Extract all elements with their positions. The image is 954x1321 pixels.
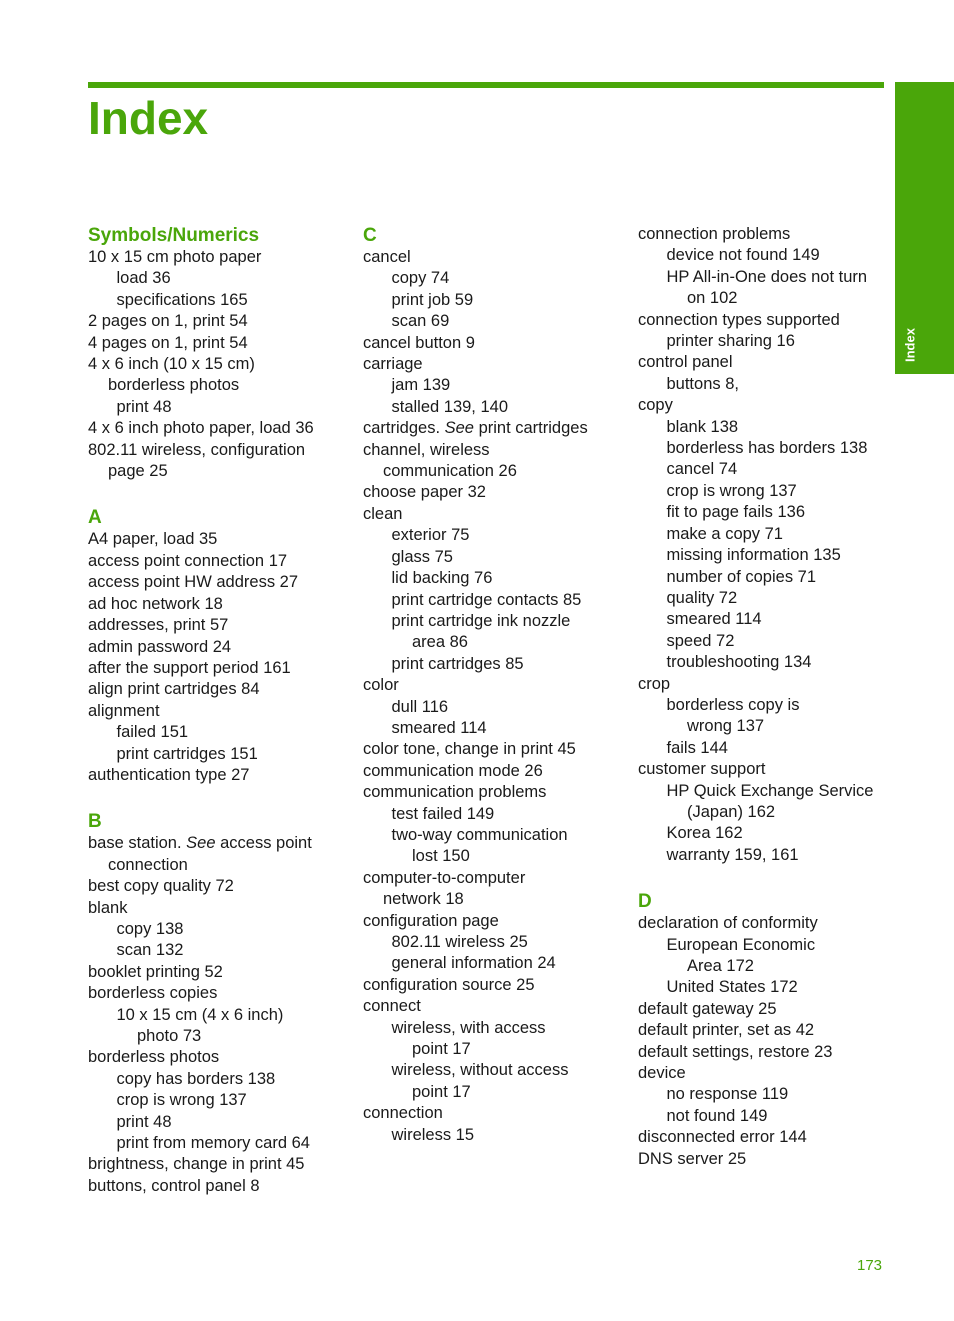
index-entry-cross-reference: [363, 418, 623, 439]
index-subentry: European Economic: [666, 935, 816, 954]
index-subentry: cancel 74: [666, 460, 738, 479]
index-subentry: fit to page fails 136: [666, 503, 806, 522]
see-reference: See: [186, 834, 216, 853]
index-subentry: glass 75: [391, 547, 453, 566]
index-entry: access point HW address 27: [88, 573, 299, 592]
index-subentry: speed 72: [666, 631, 735, 650]
index-entry: cancel: [363, 248, 411, 266]
index-entry: clean: [363, 504, 403, 523]
index-entry: carriage: [363, 355, 423, 374]
index-entry: communication mode 26: [363, 761, 543, 780]
index-subentry: crop is wrong 137: [116, 1091, 247, 1110]
index-subentry-continuation: wrong 137: [687, 717, 765, 736]
index-entry: crop: [638, 674, 671, 693]
index-subentry: United States 172: [666, 978, 798, 997]
index-entry: 2 pages on 1, print 54: [88, 312, 248, 331]
index-entry: 4 pages on 1, print 54: [88, 333, 248, 352]
index-subentry: failed 151: [116, 723, 189, 742]
see-reference: See: [444, 419, 474, 438]
index-entry: default printer, set as 42: [638, 1021, 815, 1040]
index-entry: communication problems: [363, 783, 547, 802]
index-column-2: [363, 224, 623, 1146]
index-subentry-continuation: Area 172: [687, 957, 754, 975]
index-subentry: stalled 139, 140: [391, 397, 509, 416]
index-subentry: print cartridges 151: [116, 744, 258, 763]
index-subentry: 10 x 15 cm (4 x 6 inch): [116, 1005, 284, 1024]
index-subentry: troubleshooting 134: [666, 653, 812, 672]
index-entry: copy: [638, 396, 673, 415]
index-entry: borderless copies: [88, 984, 218, 1003]
index-entry: connection problems: [638, 225, 791, 243]
index-entry: brightness, change in print 45: [88, 1155, 305, 1174]
index-entry: connection types supported: [638, 310, 840, 329]
index-entry: color tone, change in print 45: [363, 740, 576, 759]
index-subentry: Korea 162: [666, 824, 743, 843]
index-entry: declaration of conformity: [638, 914, 818, 933]
index-subentry: HP Quick Exchange Service: [666, 781, 874, 800]
entry-term: cartridges.: [363, 419, 445, 438]
index-subentry-continuation: on 102: [687, 289, 738, 308]
index-column-3: [638, 224, 888, 1170]
index-entry: device: [638, 1064, 686, 1083]
index-entry: authentication type 27: [88, 765, 250, 784]
entry-term: base station.: [88, 834, 187, 853]
index-entry: access point connection 17: [88, 551, 288, 570]
index-subentry: dull 116: [391, 697, 449, 716]
index-subentry: copy has borders 138: [116, 1069, 276, 1088]
index-entry: default settings, restore 23: [638, 1042, 833, 1061]
index-subentry: number of copies 71: [666, 567, 817, 586]
index-subentry: print cartridge contacts 85: [391, 590, 582, 609]
section-gap: [638, 866, 888, 890]
index-entry: connection: [363, 1104, 443, 1123]
index-entry-continuation: connection: [108, 855, 188, 874]
index-entry: addresses, print 57: [88, 616, 229, 635]
index-subentry: print 48: [116, 397, 172, 416]
index-entry: cancel button 9: [363, 333, 475, 352]
index-subentry-continuation: point 17: [412, 1040, 471, 1059]
index-entry: color: [363, 676, 399, 695]
index-subentry: load 36: [116, 269, 171, 288]
section-gap: [88, 786, 348, 810]
index-entry: borderless photos: [88, 1048, 220, 1067]
index-subentry: device not found 149: [666, 246, 820, 265]
index-subentry: wireless, with access: [391, 1018, 546, 1037]
index-entry: buttons, control panel 8: [88, 1176, 260, 1195]
index-subentry: borderless has borders 138: [666, 439, 868, 458]
index-subentry: lid backing 76: [391, 569, 493, 588]
index-subentry: buttons 8,: [666, 374, 739, 393]
index-entry: control panel: [638, 353, 733, 372]
index-subentry: two-way communication: [391, 825, 568, 844]
index-entry-cross-reference: [88, 833, 348, 854]
index-subentry: general information 24: [391, 954, 556, 973]
index-subentry: warranty 159, 161: [666, 845, 799, 864]
index-subentry-continuation: (Japan) 162: [687, 802, 776, 821]
index-subentry: borderless copy is: [666, 695, 800, 714]
index-subentry-continuation: photo 73: [137, 1027, 202, 1045]
index-subentry: scan 69: [391, 312, 450, 331]
index-subentry: quality 72: [666, 588, 738, 607]
entry-target: print cartridges: [473, 419, 588, 438]
section-heading: C: [363, 225, 377, 246]
index-entry: align print cartridges 84: [88, 680, 260, 699]
index-subentry: smeared 114: [666, 610, 762, 629]
index-entry: blank: [88, 898, 128, 917]
index-entry-continuation: communication 26: [383, 462, 517, 481]
index-entry: choose paper 32: [363, 483, 486, 502]
index-entry: connect: [363, 997, 421, 1016]
index-subentry: print 48: [116, 1112, 172, 1131]
index-subentry: HP All-in-One does not turn: [666, 267, 868, 286]
index-subentry: copy 138: [116, 919, 184, 938]
index-entry: configuration source 25: [363, 975, 535, 994]
index-entry-continuation: borderless photos: [108, 376, 240, 395]
index-subentry: test failed 149: [391, 804, 495, 823]
index-subentry: scan 132: [116, 941, 184, 960]
index-entry: customer support: [638, 760, 766, 779]
index-entry: DNS server 25: [638, 1149, 747, 1168]
section-heading: Symbols/Numerics: [88, 225, 260, 246]
index-entry: ad hoc network 18: [88, 594, 223, 613]
index-column-1: [88, 224, 348, 1197]
index-entry: disconnected error 144: [638, 1128, 807, 1147]
index-entry: booklet printing 52: [88, 962, 223, 981]
entry-target: access point: [215, 834, 312, 853]
index-subentry: print from memory card 64: [116, 1134, 310, 1153]
section-gap: [88, 482, 348, 506]
index-subentry: print job 59: [391, 290, 474, 309]
index-entry: configuration page: [363, 911, 499, 930]
index-subentry: print cartridges 85: [391, 654, 524, 673]
section-heading: B: [88, 811, 102, 833]
index-entry: channel, wireless: [363, 440, 490, 459]
index-subentry: missing information 135: [666, 546, 841, 565]
index-subentry: not found 149: [666, 1106, 768, 1125]
index-entry: after the support period 161: [88, 658, 291, 677]
index-subentry: blank 138: [666, 417, 739, 436]
index-entry: 4 x 6 inch (10 x 15 cm): [88, 355, 255, 374]
index-subentry: jam 139: [391, 376, 451, 395]
index-subentry: copy 74: [391, 269, 450, 288]
section-heading: A: [88, 507, 102, 529]
index-entry: 4 x 6 inch photo paper, load 36: [88, 419, 314, 438]
index-entry: admin password 24: [88, 637, 232, 656]
index-entry: default gateway 25: [638, 999, 777, 1018]
index-entry-continuation: page 25: [108, 462, 168, 481]
page-title: Index: [88, 92, 209, 144]
index-subentry-continuation: area 86: [412, 633, 468, 652]
index-entry: computer-to-computer: [363, 868, 526, 887]
index-subentry: specifications 165: [116, 290, 248, 309]
index-entry: alignment: [88, 701, 160, 720]
index-subentry: no response 119: [666, 1085, 789, 1104]
index-subentry: exterior 75: [391, 526, 470, 545]
side-tab-label: Index: [902, 328, 918, 362]
index-subentry: crop is wrong 137: [666, 481, 797, 500]
index-subentry: fails 144: [666, 738, 728, 757]
index-subentry: make a copy 71: [666, 524, 783, 543]
index-subentry: wireless, without access: [391, 1061, 569, 1080]
index-subentry: printer sharing 16: [666, 332, 795, 351]
section-heading: D: [638, 891, 652, 913]
index-entry: 10 x 15 cm photo paper: [88, 248, 262, 266]
index-entry: 802.11 wireless, configuration: [88, 440, 306, 459]
index-entry-continuation: network 18: [383, 890, 464, 909]
index-entry: best copy quality 72: [88, 877, 234, 896]
index-subentry-continuation: point 17: [412, 1082, 471, 1101]
index-subentry: wireless 15: [391, 1125, 475, 1144]
index-subentry: 802.11 wireless 25: [391, 933, 528, 951]
index-subentry: smeared 114: [391, 718, 487, 737]
index-subentry: print cartridge ink nozzle: [391, 611, 571, 630]
index-entry: A4 paper, load 35: [88, 530, 218, 549]
index-subentry-continuation: lost 150: [412, 847, 470, 866]
page-number: 173: [857, 1257, 883, 1274]
